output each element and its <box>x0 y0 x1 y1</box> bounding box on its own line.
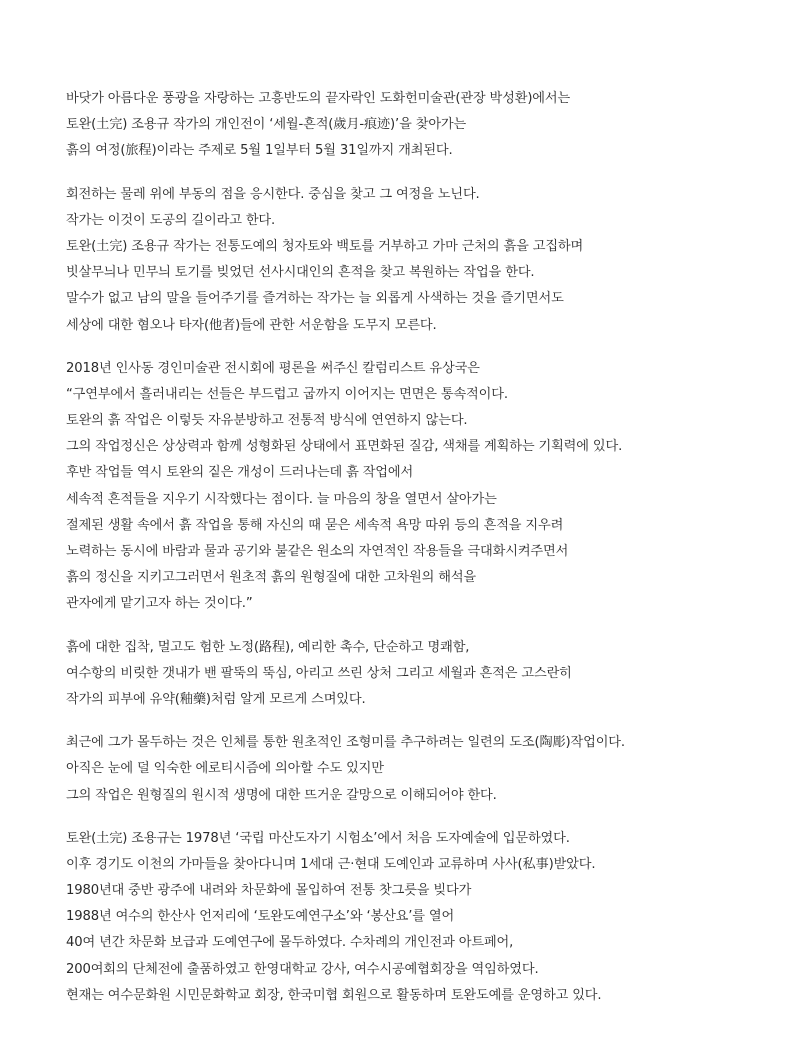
text-line: 노력하는 동시에 바람과 물과 공기와 불같은 원소의 자연적인 작용들을 극대화시켜주면서 <box>66 544 569 559</box>
text-line: 현재는 여수문화원 시민문화학교 회장, 한국미협 회원으로 활동하며 토완도예를 운영하고 있다. <box>66 987 602 1003</box>
text-line: 작가는 이것이 도공의 길이라고 한다. <box>66 212 276 228</box>
text-line: 흙의 정신을 지키고그러면서 원초적 흙의 원형질에 대한 고차원의 해석을 <box>66 570 477 586</box>
text-line: 회전하는 물레 위에 부동의 점을 응시한다. 중심을 찾고 그 여정을 노닌다. <box>66 186 480 202</box>
text-line: 세상에 대한 혐오나 타자(他者)들에 관한 서운함을 도무지 모른다. <box>66 317 437 333</box>
text-line: 200여회의 단체전에 출품하였고 한영대학교 강사, 여수시공예협회장을 역임하였다. <box>66 961 539 977</box>
text-line: 1980년대 중반 광주에 내려와 차문화에 몰입하여 전통 찻그릇을 빚다가 <box>66 883 472 899</box>
text-line: 세속적 흔적들을 지우기 시작했다는 점이다. 늘 마음의 창을 열면서 살아가는 <box>66 491 497 507</box>
text-line: 토완(土完) 조용규 작가의 개인전이 ‘세월-흔적(歲月-痕迹)’을 찾아가는 <box>66 117 467 133</box>
text-line: 절제된 생활 속에서 흙 작업을 통해 자신의 때 묻은 세속적 욕망 따위 등의 흔적을 지우려 <box>66 517 564 533</box>
text-line: 바닷가 아름다운 풍광을 자랑하는 고흥반도의 끝자락인 도화헌미술관(관장 박성환)에서는 <box>66 91 571 106</box>
text-line: 그의 작업은 원형질의 원시적 생명에 대한 뜨거운 갈망으로 이해되어야 한다. <box>66 787 497 803</box>
text-line: 이후 경기도 이천의 가마들을 찾아다니며 1세대 근·현대 도예인과 교류하며 사사(私事)받았다. <box>66 856 596 872</box>
paragraph-artist-biography <box>66 826 786 1009</box>
text-line: 흙의 여정(旅程)이라는 주제로 5월 1일부터 5월 31일까지 개최된다. <box>66 143 453 159</box>
paragraph-recent-work <box>66 730 786 809</box>
text-line: 토완(土完) 조용규 작가는 전통도예의 청자토와 백토를 거부하고 가마 근처의 흙을 고집하며 <box>66 238 584 254</box>
text-line: 여수항의 비릿한 갯내가 밴 팔뚝의 뚝심, 아리고 쓰린 상처 그리고 세월과 흔적은 고스란히 <box>66 665 572 681</box>
paragraph-artist-character <box>66 635 786 714</box>
text-line: 40여 년간 차문화 보급과 도예연구에 몰두하였다. 수차례의 개인전과 아트페어, <box>66 935 514 951</box>
text-line: “구연부에서 흘러내리는 선들은 부드럽고 굽까지 이어지는 면면은 통속적이다. <box>66 386 508 402</box>
paragraph-artist-philosophy <box>66 182 786 339</box>
text-line: 토완의 흙 작업은 이렇듯 자유분방하고 전통적 방식에 연연하지 않는다. <box>66 413 468 429</box>
text-line: 관자에게 맡기고자 하는 것이다.” <box>66 596 253 612</box>
text-line: 작가의 피부에 유약(釉藥)처럼 알게 모르게 스며있다. <box>66 691 366 707</box>
text-line: 빗살무늬나 민무늬 토기를 빚었던 선사시대인의 흔적을 찾고 복원하는 작업을 한다. <box>66 265 535 281</box>
paragraph-critic-review <box>66 356 786 618</box>
text-line: 아직은 눈에 덜 익숙한 에로티시즘에 의아할 수도 있지만 <box>66 761 384 777</box>
text-line: 최근에 그가 몰두하는 것은 인체를 통한 원초적인 조형미를 추구하려는 일련의 도조(陶彫)작업이다. <box>66 735 625 751</box>
text-line: 그의 작업정신은 상상력과 함께 성형화된 상태에서 표면화된 질감, 색채를 계획하는 기획력에 있다. <box>66 439 623 455</box>
text-line: 흙에 대한 집착, 멀고도 험한 노정(路程), 예리한 촉수, 단순하고 명쾌함, <box>66 639 470 655</box>
text-line: 후반 작업들 역시 토완의 짙은 개성이 드러나는데 흙 작업에서 <box>66 465 414 481</box>
text-line: 1988년 여수의 한산사 언저리에 ‘토완도예연구소’와 ‘봉산요’를 열어 <box>66 909 455 925</box>
text-line: 2018년 인사동 경인미술관 전시회에 평론을 써주신 칼럼리스트 유상국은 <box>66 360 480 376</box>
text-line: 말수가 없고 남의 말을 들어주기를 즐겨하는 작가는 늘 외롭게 사색하는 것을 즐기면서도 <box>66 291 564 307</box>
paragraph-exhibition-intro <box>66 86 786 165</box>
article-body <box>66 86 786 1026</box>
text-line: 토완(土完) 조용규는 1978년 ‘국립 마산도자기 시험소’에서 처음 도자예술에 입문하였다. <box>66 830 570 846</box>
